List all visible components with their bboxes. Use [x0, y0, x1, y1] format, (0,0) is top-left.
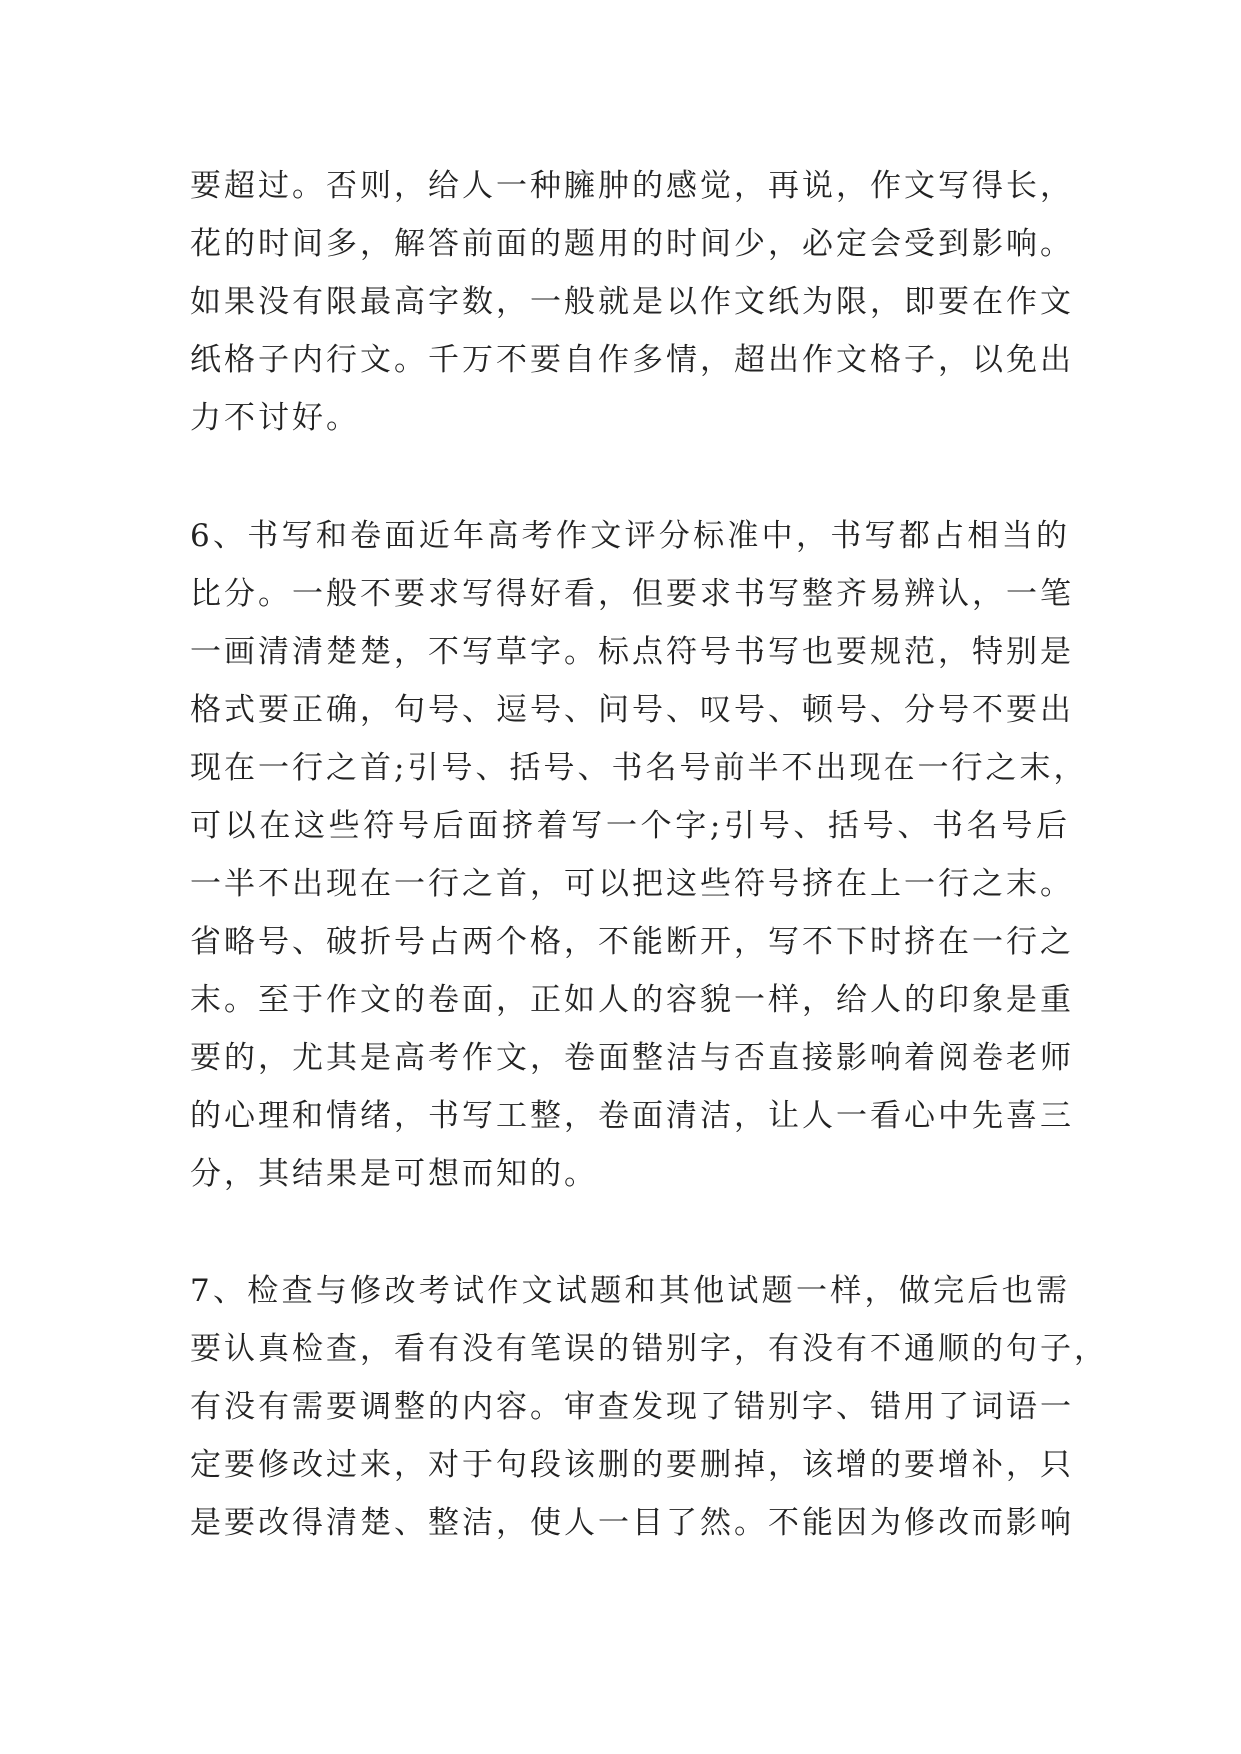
text-line: 7、检查与修改考试作文试题和其他试题一样，做完后也需 [190, 1273, 1070, 1309]
text-line: 要超过。否则，给人一种臃肿的感觉，再说，作文写得长， [190, 168, 1074, 204]
text-line: 6、书写和卷面近年高考作文评分标准中，书写都占相当的 [190, 518, 1070, 554]
text-line: 是要改得清楚、整洁，使人一目了然。不能因为修改而影响 [190, 1505, 1074, 1541]
text-line: 如果没有限最高字数，一般就是以作文纸为限，即要在作文 [190, 284, 1074, 320]
text-line: 有没有需要调整的内容。审查发现了错别字、错用了词语一 [190, 1389, 1074, 1425]
paragraph-review-revise [190, 1262, 1108, 1552]
text-line: 要的，尤其是高考作文，卷面整洁与否直接影响着阅卷老师 [190, 1040, 1074, 1076]
text-line: 可以在这些符号后面挤着写一个字;引号、括号、书名号后 [190, 808, 1070, 844]
text-line: 的心理和情绪，书写工整，卷面清洁，让人一看心中先喜三 [190, 1098, 1074, 1134]
text-line: 现在一行之首;引号、括号、书名号前半不出现在一行之末， [190, 750, 1088, 786]
text-line: 格式要正确，句号、逗号、问号、叹号、顿号、分号不要出 [190, 692, 1074, 728]
text-line: 一画清清楚楚，不写草字。标点符号书写也要规范，特别是 [190, 634, 1074, 670]
text-line: 分，其结果是可想而知的。 [190, 1156, 598, 1192]
text-line: 一半不出现在一行之首，可以把这些符号挤在上一行之末。 [190, 866, 1074, 902]
text-line: 比分。一般不要求写得好看，但要求书写整齐易辨认，一笔 [190, 576, 1074, 612]
paragraph-length-limit [190, 157, 1074, 447]
paragraph-handwriting [190, 507, 1088, 1203]
text-line: 纸格子内行文。千万不要自作多情，超出作文格子，以免出 [190, 342, 1074, 378]
text-line: 省略号、破折号占两个格，不能断开，写不下时挤在一行之 [190, 924, 1074, 960]
text-line: 花的时间多，解答前面的题用的时间少，必定会受到影响。 [190, 226, 1074, 262]
text-line: 要认真检查，看有没有笔误的错别字，有没有不通顺的句子， [190, 1331, 1108, 1367]
text-line: 末。至于作文的卷面，正如人的容貌一样，给人的印象是重 [190, 982, 1074, 1018]
text-line: 力不讨好。 [190, 400, 360, 436]
text-line: 定要修改过来，对于句段该删的要删掉，该增的要增补，只 [190, 1447, 1074, 1483]
